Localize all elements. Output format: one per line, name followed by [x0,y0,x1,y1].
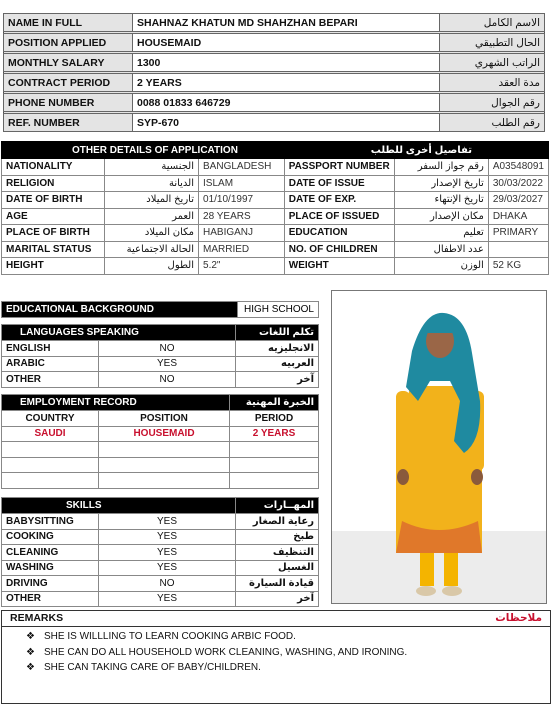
employment-columns [2,411,319,427]
details-label: NO. OF CHILDREN [284,241,394,258]
details-row [2,225,549,242]
remarks-section [1,610,551,704]
languages-header [2,325,319,341]
skill-row [2,576,319,592]
skill-value: YES [99,591,236,607]
employment-column-header: PERIOD [230,411,319,427]
language-row [2,341,319,357]
details-label: RELIGION [2,175,105,192]
other-details-title: OTHER DETAILS OF APPLICATION [2,142,285,159]
summary-row [4,74,545,92]
details-label: DATE OF EXP. [284,192,394,209]
summary-value: 2 YEARS [133,74,440,92]
employment-row [2,473,319,489]
summary-label: MONTHLY SALARY [4,54,133,72]
details-label-ar: تاريخ الإنتهاء [394,192,488,209]
details-value: 29/03/2027 [488,192,548,209]
details-row [2,208,549,225]
summary-label-ar: الاسم الكامل [440,14,545,32]
employment-cell [99,442,230,458]
skill-label-ar: رعاية الصغار [236,514,319,530]
bullet-icon: ❖ [26,662,35,673]
summary-label: NAME IN FULL [4,14,133,32]
skill-label: CLEANING [2,545,99,561]
summary-row [4,34,545,52]
remark-text: SHE CAN DO ALL HOUSEHOLD WORK CLEANING, WASHING, AND IRONING. [44,646,408,658]
skill-label-ar: آخر [236,591,319,607]
skill-label-ar: الغسيل [236,560,319,576]
employment-row [2,426,319,442]
education-value: HIGH SCHOOL [238,302,319,318]
remark-item [26,660,550,676]
summary-row [4,54,545,72]
details-label: NATIONALITY [2,159,105,176]
summary-row [4,114,545,132]
other-details-title-ar: تفاصيل أخرى للطلب [284,142,548,159]
employment-cell [2,442,99,458]
details-value [488,241,548,258]
applicant-summary-table [3,13,545,132]
employment-cell [230,457,319,473]
language-label-ar: العربيه [236,356,319,372]
summary-label-ar: رقم الجوال [440,94,545,112]
summary-label-ar: رقم الطلب [440,114,545,132]
languages-title-ar: تكلم اللغات [236,325,319,341]
employment-cell: SAUDI [2,426,99,442]
education-label: EDUCATIONAL BACKGROUND [2,302,238,318]
details-label-ar: العمر [104,208,198,225]
skill-row [2,560,319,576]
skill-value: YES [99,560,236,576]
applicant-photo-image [332,291,546,603]
remarks-title-ar: ملاحظات [495,612,542,624]
other-details-header [2,142,549,159]
education-row [2,302,319,318]
skill-label: BABYSITTING [2,514,99,530]
details-label-ar: الديانة [104,175,198,192]
skill-row [2,545,319,561]
languages-table [1,324,319,388]
remark-text: SHE IS WILLLING TO LEARN COOKING ARBIC FOOD. [44,631,296,642]
remarks-title: REMARKS [10,612,64,624]
employment-cell [2,473,99,489]
skill-label: WASHING [2,560,99,576]
language-value: NO [99,341,236,357]
language-label-ar: آخر [236,372,319,388]
details-label-ar: رقم جواز السفر [394,159,488,176]
summary-row [4,14,545,32]
skill-label: COOKING [2,529,99,545]
details-value: 28 YEARS [199,208,285,225]
details-label: EDUCATION [284,225,394,242]
other-details-table [1,141,549,275]
details-value: HABIGANJ [199,225,285,242]
skill-value: YES [99,529,236,545]
skill-row [2,529,319,545]
details-row [2,258,549,275]
employment-cell [2,457,99,473]
language-label-ar: الانجليزيه [236,341,319,357]
details-label-ar: الوزن [394,258,488,275]
details-value: A03548091 [488,159,548,176]
employment-title: EMPLOYMENT RECORD [2,395,230,411]
remark-item [26,645,550,661]
details-value: 5.2" [199,258,285,275]
details-value: DHAKA [488,208,548,225]
employment-title-ar: الخبرة المهنية [230,395,319,411]
details-label: HEIGHT [2,258,105,275]
details-label-ar: مكان الميلاد [104,225,198,242]
details-label-ar: تاريخ الميلاد [104,192,198,209]
details-value: MARRIED [199,241,285,258]
summary-label-ar: الحال التطبيقي [440,34,545,52]
details-row [2,175,549,192]
summary-label: CONTRACT PERIOD [4,74,133,92]
language-label: OTHER [2,372,99,388]
details-label: DATE OF ISSUE [284,175,394,192]
skills-title: SKILLS [2,498,236,514]
remark-item [26,629,550,645]
details-label-ar: تاريخ الإصدار [394,175,488,192]
employment-cell [99,457,230,473]
details-row [2,159,549,176]
employment-cell: 2 YEARS [230,426,319,442]
skill-label-ar: قيادة السيارة [236,576,319,592]
summary-value: 1300 [133,54,440,72]
details-label: PLACE OF ISSUED [284,208,394,225]
details-value: PRIMARY [488,225,548,242]
languages-title: LANGUAGES SPEAKING [2,325,236,341]
skill-value: YES [99,545,236,561]
details-value: BANGLADESH [199,159,285,176]
details-value: 30/03/2022 [488,175,548,192]
employment-row [2,457,319,473]
details-label-ar: الجنسية [104,159,198,176]
bullet-icon: ❖ [26,631,35,642]
details-label: PASSPORT NUMBER [284,159,394,176]
employment-column-header: COUNTRY [2,411,99,427]
summary-value: SHAHNAZ KHATUN MD SHAHZHAN BEPARI [133,14,440,32]
language-value: NO [99,372,236,388]
skill-label: DRIVING [2,576,99,592]
details-label-ar: مكان الإصدار [394,208,488,225]
employment-header [2,395,319,411]
summary-label-ar: الراتب الشهري [440,54,545,72]
skill-row [2,591,319,607]
details-label: AGE [2,208,105,225]
details-label: DATE OF BIRTH [2,192,105,209]
summary-value: SYP-670 [133,114,440,132]
summary-label-ar: مدة العقد [440,74,545,92]
skill-value: YES [99,514,236,530]
language-value: YES [99,356,236,372]
skill-row [2,514,319,530]
details-label-ar: عدد الاطفال [394,241,488,258]
details-label-ar: الحالة الاجتماعية [104,241,198,258]
education-table [1,301,319,318]
details-row [2,192,549,209]
employment-row [2,442,319,458]
language-row [2,372,319,388]
remark-text: SHE CAN TAKING CARE OF BABY/CHILDREN. [44,662,261,673]
summary-value: 0088 01833 646729 [133,94,440,112]
skills-title-ar: المهــارات [236,498,319,514]
applicant-photo [331,290,547,604]
skills-header [2,498,319,514]
summary-row [4,94,545,112]
summary-value: HOUSEMAID [133,34,440,52]
details-value: 52 KG [488,258,548,275]
details-label: MARITAL STATUS [2,241,105,258]
details-value: ISLAM [199,175,285,192]
bullet-icon: ❖ [26,646,35,658]
employment-cell: HOUSEMAID [99,426,230,442]
details-value: 01/10/1997 [199,192,285,209]
skill-label: OTHER [2,591,99,607]
summary-label: POSITION APPLIED [4,34,133,52]
remarks-header [2,611,550,627]
employment-cell [99,473,230,489]
skill-value: NO [99,576,236,592]
employment-cell [230,473,319,489]
skills-table [1,497,319,607]
details-label: WEIGHT [284,258,394,275]
language-label: ARABIC [2,356,99,372]
details-row [2,241,549,258]
employment-cell [230,442,319,458]
employment-table [1,394,319,489]
details-label: PLACE OF BIRTH [2,225,105,242]
employment-column-header: POSITION [99,411,230,427]
details-label-ar: تعليم [394,225,488,242]
details-label-ar: الطول [104,258,198,275]
language-label: ENGLISH [2,341,99,357]
summary-label: PHONE NUMBER [4,94,133,112]
remarks-list [2,629,550,676]
skill-label-ar: التنظيف [236,545,319,561]
skill-label-ar: طبخ [236,529,319,545]
summary-label: REF. NUMBER [4,114,133,132]
language-row [2,356,319,372]
